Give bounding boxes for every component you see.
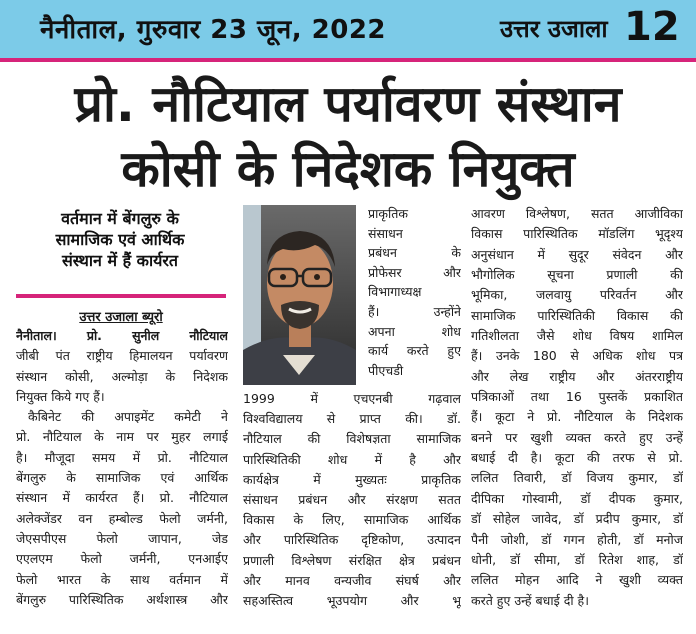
dateline: नैनीताल, गुरुवार 23 जून, 2022 [40,15,387,45]
article-line: बेंगलुरु पारिस्थितिक अर्थशास्त्र और [16,591,228,607]
article-line: संस्थान में कार्यरत हैं। प्रो. नौटियाल [16,490,228,506]
article-line: डॉ सोहेल जावेद, डॉ प्रदीप कुमार, डॉ [471,511,683,527]
article-line: सामाजिक पारिस्थितिकी विकास की [471,307,683,323]
article-line: ललित मोहन आदि ने खुशी व्यक्त [471,572,683,588]
article-line: प्राकृतिक [368,206,408,221]
article-line: अनुसंधान में सुदूर संवेदन और [471,246,683,262]
article-line: नैनीताल। प्रो. सुनील नौटियाल [16,328,228,343]
headline-line-1: प्रो. नौटियाल पर्यावरण संस्थान [74,75,622,133]
article-line: विश्वविद्यालय से प्राप्त की। डॉ. [243,411,461,427]
article-line: पारिस्थितिकी शोध में है और [243,451,461,467]
article-line: हैं। कूटा ने प्रो. नौटियाल के निदेशक [471,409,683,425]
headline-line-2: कोसी के निदेशक नियुक्त [121,140,575,198]
article-line: अपना शोध [368,323,461,339]
article-line: अलेक्जेंडर वन हम्बोल्ड फेलो जर्मनी, [16,510,228,526]
article-line: नौटियाल की विशेषज्ञता सामाजिक [243,431,461,447]
article-column-1 [16,326,228,610]
article-line: कैबिनेट की अपाइमेंट कमेटी ने [28,409,228,425]
article-line: प्रणाली विश्लेषण संरक्षित क्षेत्र प्रबंधन [243,552,461,568]
article-line: विभागाध्यक्ष [368,284,422,300]
subheadline-line: वर्तमान में बेंगलुरु के [61,209,179,228]
article-line: 1999 में एचएनबी गढ़वाल [243,391,461,406]
byline: उत्तर उजाला ब्यूरो [79,310,163,325]
article-line: है। मौजूदा समय में प्रो. नौटियाल [16,449,228,465]
article-line: ललित तिवारी, डॉ विजय कुमार, डॉ [471,470,683,486]
article-line: कार्य करते हुए [368,343,461,359]
article-line: हैं। उन्होंने [368,303,461,319]
article-line: पीएचडी [368,362,404,378]
article-column-2-bottom [243,389,461,611]
article-line: संसाधन प्रबंधन और संरक्षण सतत [243,492,461,508]
article-line: पत्रिकाओं तथा 16 पुस्तकें प्रकाशित [471,389,683,405]
article-line: नियुक्त किये गए हैं। [16,388,105,404]
portrait-photo [243,205,356,385]
article-line: बनने पर खुशी व्यक्त करते हुए उन्हें [471,429,683,445]
article-line: एएलएम फेलो जर्मनी, एनआईए [16,551,228,567]
subheadline-line: सामाजिक एवं आर्थिक [55,230,185,249]
article-line: संसाधन [368,225,403,241]
subheadline [14,208,226,271]
subheadline-rule [16,294,226,298]
article-line: संस्थान कोसी, अल्मोड़ा के निदेशक [16,368,228,384]
article-line: विकास पारिस्थितिक मॉडलिंग भूदृश्य [471,226,683,242]
page-number: 12 [624,4,680,50]
article-line: सहअस्तित्व भूउपयोग और भू [243,593,461,609]
newspaper-name: उत्तर उजाला [500,15,608,43]
article-line: प्रोफेसर और [368,264,461,280]
article-line: पैनी जोशी, डॉ गगन होती, डॉ मनोज [471,531,683,547]
article-line: कार्यक्षेत्र में मुख्यतः प्राकृतिक [243,471,461,487]
article-line: भौगोलिक सूचना प्रणाली की [471,267,683,283]
article-line: आवरण विश्लेषण, सतत आजीविका [471,206,683,221]
article-line: बेंगलुरु के सामाजिक एवं आर्थिक [16,470,228,486]
article-line: दीपिका गोस्वामी, डॉ दीपक कुमार, [471,490,683,506]
article-line: विकास के लिए, सामाजिक आर्थिक [243,512,461,528]
subheadline-line: संस्थान में हैं कार्यरत [61,251,179,270]
masthead-divider [0,58,696,62]
article-line: करते हुए उन्हें बधाई दी है। [471,592,589,608]
article-line: हैं। उनके 180 से अधिक शोध पत्र [471,348,683,364]
article-line: और पारिस्थितिक दृष्टिकोण, उत्पादन [243,532,461,548]
article-column-2-top [368,204,461,380]
article-line: फेलो भारत के साथ वर्तमान में [16,571,228,587]
article-line: और लेख राष्ट्रीय और अंतरराष्ट्रीय [471,368,683,384]
article-column-3 [471,204,683,611]
portrait-illustration [243,205,356,385]
article-line: जेएसपीएस फेलो जापान, जेड [16,530,228,546]
article-line: प्रबंधन के [368,245,461,261]
article-line: धोनी, डॉ सीमा, डॉ रितेश शाह, डॉ [471,551,683,567]
article-line: प्रो. नौटियाल के नाम पर मुहर लगाई [16,429,228,445]
article-line: भूमिका, जलवायु परिवर्तन और [471,287,683,303]
article-line: गतिशीलता जैसे शोध विषय शामिल [471,328,683,344]
article-line: जीबी पंत राष्ट्रीय हिमालयन पर्यावरण [16,348,228,364]
article-line: बधाई दी है। कूटा की तरफ से प्रो. [471,450,683,466]
article-line: और मानव वन्यजीव संघर्ष और [243,572,461,588]
